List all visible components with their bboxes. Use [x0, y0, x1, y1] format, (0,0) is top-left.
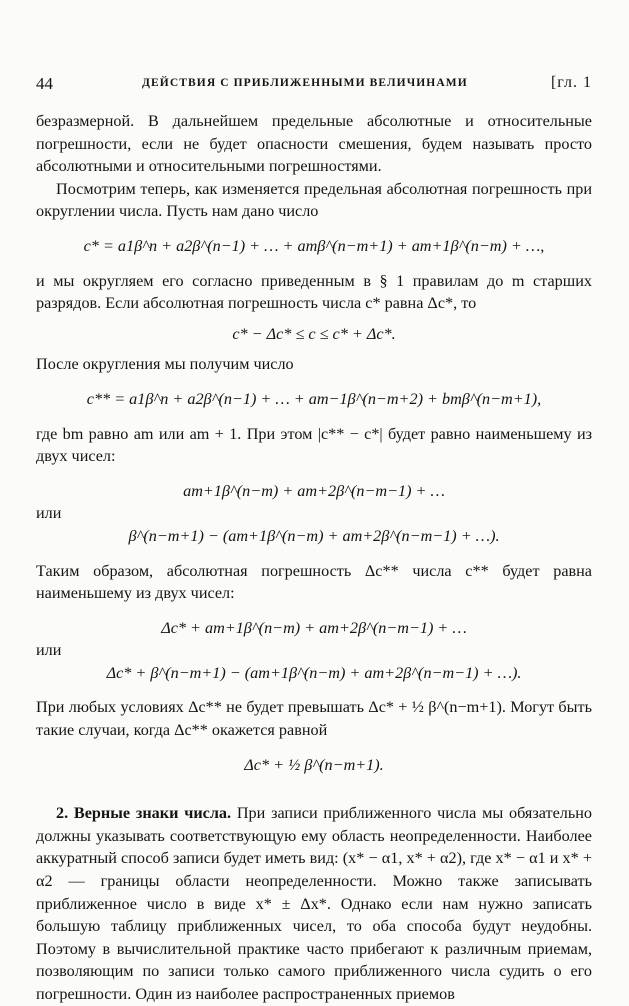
formula-7: Δc* + β^(n−m+1) − (am+1β^(n−m) + am+2β^(n−m−1) + …).	[106, 663, 522, 682]
paragraph-1: безразмерной. В дальнейшем предельные абсолютные и относительные погрешности, если не будет опасности смешения, будем называть просто абсолютными и относительными погрешностями.	[36, 112, 592, 176]
formula-3: c** = a1β^n + a2β^(n−1) + … + am−1β^(n−m+2) + bmβ^(n−m+1),	[86, 389, 542, 408]
running-title: ДЕЙСТВИЯ С ПРИБЛИЖЕННЫМИ ВЕЛИЧИНАМИ	[142, 77, 468, 89]
formula-4: am+1β^(n−m) + am+2β^(n−m−1) + …	[183, 481, 445, 500]
paragraph-7: При любых условиях Δc** не будет превышать Δc* + ½ β^(n−m+1). Могут быть такие случаи, когда Δc** окажется равной	[36, 698, 592, 740]
running-header	[36, 74, 592, 96]
paragraph-2: Посмотрим теперь, как изменяется предельная абсолютная погрешность при округлении числа. Пусть нам дано число	[36, 179, 592, 221]
or-word-1: или	[36, 504, 62, 523]
paragraph-3: и мы округляем его согласно приведенным в § 1 правилам до m старших разрядов. Если абсолютная погрешность числа c* равна Δc*, то	[36, 271, 592, 313]
page-number: 44	[36, 74, 53, 93]
paragraph-5: где bm равно am или am + 1. При этом |c** − c*| будет равно наименьшему из двух чисел:	[36, 424, 592, 466]
formula-2: c* − Δc* ≤ c ≤ c* + Δc*.	[232, 324, 396, 343]
paragraph-8: При записи приближенного числа мы обязательно должны указывать соответствующую ему область неопределенности. Наиболее аккуратный способ записи будет иметь вид: (x* − α1, x* + α2), где x* − α1 и x* + α2 — границы области неопределенности. Можно также записывать приближенное число в виде x* ± Δx*. Однако если нам нужно записать большую таблицу приближенных чисел, то оба способа будут неудобны. Поэтому в вычислительной практике часто прибегают к различным приемам, позволяющим по записи только самого приближенного числа судить о его погрешности. Один из наиболее распространенных приемов	[36, 804, 593, 1003]
or-word-2: или	[36, 641, 62, 660]
section-title: 2. Верные знаки числа.	[56, 804, 232, 823]
paragraph-4: После округления мы получим число	[36, 355, 294, 374]
paragraph-6: Таким образом, абсолютная погрешность Δc** числа c** будет равна наименьшему из двух чисел:	[36, 561, 592, 603]
formula-8: Δc* + ½ β^(n−m+1).	[244, 755, 384, 774]
formula-5: β^(n−m+1) − (am+1β^(n−m) + am+2β^(n−m−1) + …).	[128, 526, 500, 545]
chapter-reference: [гл. 1	[550, 74, 592, 91]
formula-1: c* = a1β^n + a2β^(n−1) + … + amβ^(n−m+1) + am+1β^(n−m) + …,	[83, 236, 545, 255]
formula-6: Δc* + am+1β^(n−m) + am+2β^(n−m−1) + …	[161, 618, 467, 637]
page-body	[36, 110, 592, 1006]
